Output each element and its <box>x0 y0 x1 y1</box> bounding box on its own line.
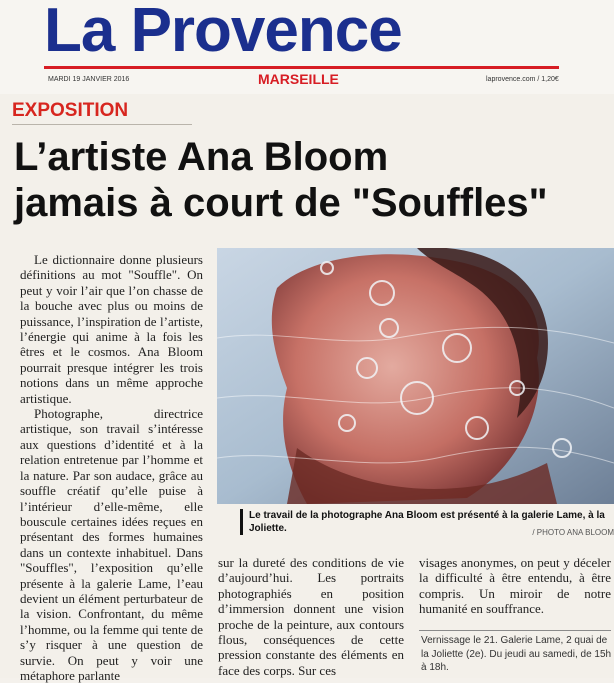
photo-caption: Le travail de la photographe Ana Bloom est présenté à la galerie Lame, à la Joliette. <box>240 509 614 535</box>
logo-underline <box>44 66 559 69</box>
underwater-portrait-photo <box>217 248 614 504</box>
paragraph-continued: sur la dureté des conditions de vie d’aujourd’hui. Les portraits photographiés en position d’immersion donnent une vision proche de la peinture, aux contours flous, conséquences de cette pression constante des éléments en face des corps. Sur ces <box>218 555 404 678</box>
headline-line-1: L’artiste Ana Bloom <box>14 135 389 179</box>
masthead <box>0 0 614 94</box>
edition-city: MARSEILLE <box>258 71 339 87</box>
paragraph-intro: Le dictionnaire donne plusieurs définitions au mot "Souffle". On peut y voir l’air que l’on chasse de la bouche avec plus ou moins de puissance, l’inspiration de l’artiste, l’énergie qui anime à la fois les êtres et le cosmos. Ana Bloom pourrait presque intégrer les trois notions dans un même approche artistique. <box>20 252 203 406</box>
kicker-divider <box>12 124 192 125</box>
info-divider <box>419 630 611 631</box>
issue-date: MARDI 19 JANVIER 2016 <box>48 76 130 83</box>
newspaper-logo: La Provence <box>44 0 402 65</box>
article-column-3 <box>419 555 611 617</box>
website-price: laprovence.com / 1,20€ <box>486 76 559 83</box>
paragraph-body: Photographe, directrice artistique, son travail s’intéresse aux questions d’identité et à la relation entretenue par l’homme et la nature. Par son audace, grâce au souffle créatif qu’elle puise à l’intérieur d’elle-même, elle bouscule certaines idées reçues en présentant des formes humaines dans un contexte inhabituel. Dans "Souffles", l’exposition qu’elle présente à la galerie Lame, l’eau devient un élément perturbateur de la vision. Confrontant, du même l’homme, ou la femme qui tente de s’y risquer à une question de survie. On peut y voir une métaphore parlante <box>20 406 203 683</box>
article-column-1 <box>20 252 203 683</box>
practical-info: Vernissage le 21. Galerie Lame, 2 quai de la Joliette (2e). Du jeudi au samedi, de 15h à 18h. <box>421 635 612 673</box>
article-headline <box>14 134 604 226</box>
section-kicker: EXPOSITION <box>12 100 129 121</box>
photo-credit: / PHOTO ANA BLOOM <box>532 528 614 537</box>
article-column-2 <box>218 555 404 678</box>
article-photo <box>217 248 614 504</box>
paragraph-conclusion: visages anonymes, on peut y déceler la difficulté à être entendu, à être compris. Un miroir de notre humanité en souffrance. <box>419 555 611 617</box>
headline-line-2: jamais à court de "Souffles" <box>14 181 548 225</box>
